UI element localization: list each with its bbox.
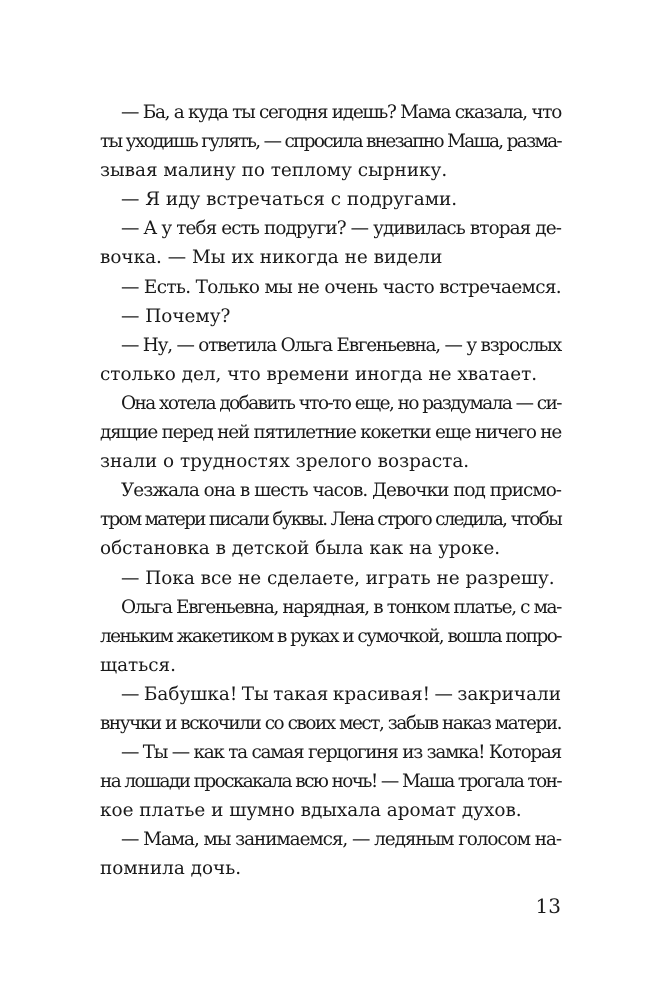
text-line: ты уходишь гулять, — спросила внезапно Маша, разма- [100,131,561,153]
text-line: леньким жакетиком в руках и сумочкой, вошла попро- [100,625,561,647]
text-line: на лошади проскакала всю ночь! — Маша трогала тон- [100,771,561,793]
text-line: Она хотела добавить что-то еще, но раздумала — си- [121,392,561,414]
text-line: — Ба, а куда ты сегодня идешь? Мама сказала, что [121,102,561,123]
text-line: Ольга Евгеньевна, нарядная, в тонком платье, с ма- [121,596,561,618]
text-line: вочка. — Мы их никогда не видели [100,247,443,269]
text-line: — Почему? [121,305,231,327]
text-line: помнила дочь. [100,858,242,880]
text-line: зывая малину по теплому сырнику. [100,160,448,182]
text-line: внучки и вскочили со своих мест, забыв наказ матери. [100,712,561,734]
text-line: — Ты — как та самая герцогиня из замка! Которая [121,742,561,764]
text-line: — Ну, — ответила Ольга Евгеньевна, — у взрослых [121,334,561,356]
text-line: — Пока все не сделаете, играть не разрешу. [121,567,555,589]
text-line: Уезжала она в шесть часов. Девочки под присмо- [121,480,561,502]
text-line: — Я иду встречаться с подругами. [121,189,458,211]
book-page-text [100,98,561,884]
text-line: столько дел, что времени иногда не хватает. [100,363,538,385]
text-line: дящие перед ней пятилетние кокетки еще ничего не [100,422,561,444]
text-line: кое платье и шумно вдыхала аромат духов. [100,800,522,822]
text-line: — Бабушка! Ты такая красивая! — закричали [121,683,561,705]
page-number: 13 [535,894,561,918]
text-line: обстановка в детской была как на уроке. [100,538,501,560]
text-line: щаться. [100,654,176,676]
text-line: тром матери писали буквы. Лена строго следила, чтобы [100,509,561,531]
text-line: — Есть. Только мы не очень часто встречаемся. [121,276,561,298]
text-line: — Мама, мы занимаемся, — ледяным голосом на- [121,829,561,851]
text-line: знали о трудностях зрелого возраста. [100,451,470,473]
text-line: — А у тебя есть подруги? — удивилась вторая де- [121,218,561,240]
